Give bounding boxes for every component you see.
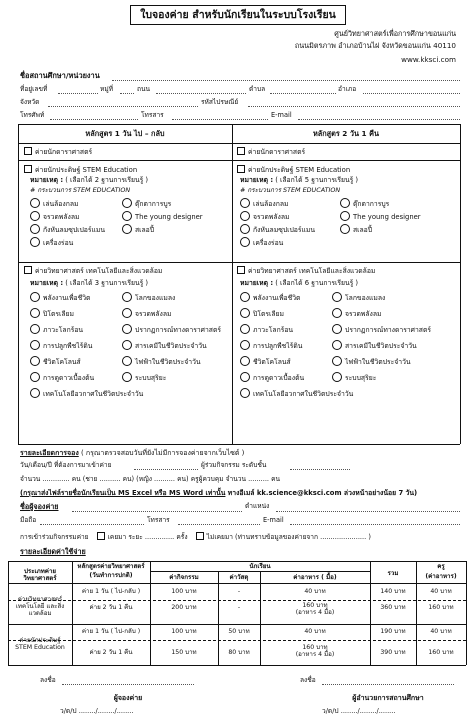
contact-fax-label: โทรสาร bbox=[147, 516, 170, 524]
course2-sci-opt-10[interactable]: ไฟฟ้าในชีวิตประจำวัน bbox=[332, 356, 411, 366]
position-field[interactable] bbox=[276, 511, 460, 512]
fee-row-3-course: ค่าย 1 วัน ( ไป-กลับ ) bbox=[81, 628, 141, 635]
course1-sci-opt-7[interactable]: การปลูกพืชไร้ดิน bbox=[30, 340, 92, 350]
form-title: ใบจองค่าย สำหรับนักเรียนในระบบโรงเรียน bbox=[130, 5, 346, 25]
booking-level-label: ผู้ร่วมกิจกรรม ระดับชั้น bbox=[201, 461, 267, 469]
course2-sci-opt-6[interactable]: ปรากฏการณ์ทางดาราศาสตร์ bbox=[332, 324, 431, 334]
radio-icon[interactable] bbox=[332, 324, 342, 334]
booking-count-row: จำนวน ............. คน (ชาย .......... คน) (หญิง .......... คน) ครูผู้ควบคุม จำนวน .......... คน bbox=[20, 475, 281, 483]
course1-sci-opt-6[interactable]: ปรากฏการณ์ทางดาราศาสตร์ bbox=[122, 324, 221, 334]
booking-date-field[interactable] bbox=[134, 469, 198, 470]
mobile-field[interactable] bbox=[40, 524, 144, 525]
course2-sci-opt-13[interactable]: เทคโนโลยีอวกาศในชีวิตประจำวัน bbox=[240, 388, 353, 398]
fee-row-3-total: 190 บาท bbox=[380, 628, 406, 635]
fee-row-3-food: 40 บาท bbox=[304, 628, 326, 635]
fee-row-2-total: 360 บาท bbox=[380, 604, 406, 611]
moo-field[interactable] bbox=[120, 93, 134, 94]
fee-row-2-material: - bbox=[237, 604, 241, 611]
radio-icon[interactable] bbox=[332, 308, 342, 318]
course2-sci-opt-8[interactable]: สารเคมีในชีวิตประจำวัน bbox=[332, 340, 417, 350]
course2-sci-opt-12[interactable]: ระบบสุริยะ bbox=[332, 372, 376, 382]
course1-sci-option[interactable]: ค่ายวิทยาศาสตร์ เทคโนโลยีและสิ่งแวดล้อม bbox=[24, 266, 162, 275]
email-label: E-mail bbox=[271, 111, 292, 119]
fees-heading: รายละเอียดค่าใช้จ่าย bbox=[20, 547, 86, 556]
fee-row-3-material: 50 บาท bbox=[228, 628, 250, 635]
radio-icon[interactable] bbox=[122, 308, 132, 318]
course1-stem-opt-7[interactable]: เครื่องร่อน bbox=[30, 237, 73, 247]
province-label: จังหวัด bbox=[20, 98, 40, 106]
sign-right-role: ผู้อำนวยการสถานศึกษา bbox=[352, 694, 424, 702]
course1-stem-opt-6[interactable]: สเลอปี้ bbox=[122, 224, 154, 234]
radio-icon[interactable] bbox=[240, 340, 250, 350]
course2-stem-process: # กระบวนการ STEM EDUCATION bbox=[240, 186, 341, 194]
fee-row-2-course: ค่าย 2 วัน 1 คืน bbox=[89, 604, 133, 611]
checkbox-icon[interactable] bbox=[237, 266, 245, 274]
phone-label: โทรศัพท์ bbox=[20, 111, 45, 119]
org-website: www.kksci.com bbox=[401, 55, 456, 64]
course2-stem-opt-2[interactable]: ตุ๊กตาการบูร bbox=[340, 198, 389, 208]
course2-stem-note: หมายเหตุ : ( เลือกได้ 5 ฐานการเรียนรู้ ) bbox=[240, 176, 359, 184]
radio-icon[interactable] bbox=[30, 356, 40, 366]
moo-label: หมู่ที่ bbox=[100, 85, 114, 93]
course2-sci-opt-3[interactable]: ปิโตรเลียม bbox=[240, 308, 284, 318]
radio-icon[interactable] bbox=[332, 356, 342, 366]
sign-right-date: ว/ด/ป ......../......../........ bbox=[322, 707, 396, 715]
postal-field[interactable] bbox=[248, 106, 460, 107]
course1-stem-opt-4[interactable]: The young designer bbox=[122, 211, 203, 221]
radio-icon[interactable] bbox=[332, 340, 342, 350]
road-field[interactable] bbox=[156, 93, 246, 94]
fax-label: โทรสาร bbox=[141, 111, 164, 119]
radio-icon[interactable] bbox=[30, 292, 40, 302]
checkbox-icon[interactable] bbox=[24, 266, 32, 274]
radio-icon[interactable] bbox=[122, 372, 132, 382]
course2-stem-opt-4[interactable]: The young designer bbox=[340, 211, 421, 221]
radio-icon[interactable] bbox=[240, 211, 250, 221]
checkbox-icon[interactable] bbox=[237, 165, 245, 173]
course1-sci-opt-5[interactable]: ภาวะโลกร้อน bbox=[30, 324, 83, 334]
fee-row-4-material: 80 บาท bbox=[228, 649, 250, 656]
course2-stem-opt-3[interactable]: จรวดพลังลม bbox=[240, 211, 289, 221]
fee-header-teacher-note: (ค่าอาหาร) bbox=[425, 573, 457, 580]
contact-email-label: E-mail bbox=[263, 516, 284, 524]
radio-icon[interactable] bbox=[30, 388, 40, 398]
course1-sci-opt-1[interactable]: พลังงานเพื่อชีวิต bbox=[30, 292, 90, 302]
fee-row-1-material: - bbox=[237, 588, 241, 595]
phone-field[interactable] bbox=[50, 119, 138, 120]
fee-type-stem: ค่ายนักประดิษฐ์ STEM Education bbox=[15, 637, 65, 652]
course2-stem-option[interactable]: ค่ายนักประดิษฐ์ STEM Education bbox=[237, 165, 350, 174]
history-no-checkbox-icon[interactable] bbox=[196, 532, 204, 540]
course1-sci-opt-3[interactable]: ปิโตรเลียม bbox=[30, 308, 74, 318]
course1-sci-opt-4[interactable]: จรวดพลังลม bbox=[122, 308, 171, 318]
history-yes-checkbox-icon[interactable] bbox=[97, 532, 105, 540]
radio-icon[interactable] bbox=[30, 324, 40, 334]
fee-row-2-food: 160 บาท (อาหาร 4 มื้อ) bbox=[295, 602, 335, 617]
amphoe-label: อำเภอ bbox=[338, 85, 357, 93]
course1-sci-opt-13[interactable]: เทคโนโลยีอวกาศในชีวิตประจำวัน bbox=[30, 388, 143, 398]
road-label: ถนน bbox=[137, 85, 151, 93]
radio-icon[interactable] bbox=[240, 237, 250, 247]
radio-icon[interactable] bbox=[332, 292, 342, 302]
contact-name-field[interactable] bbox=[72, 511, 242, 512]
position-label: ตำแหน่ง bbox=[245, 502, 270, 510]
course1-sci-opt-9[interactable]: ชีวิตโคโลนส์ bbox=[30, 356, 81, 366]
fee-row-4-course: ค่าย 2 วัน 1 คืน bbox=[89, 649, 133, 656]
fee-row-3-teacher: 40 บาท bbox=[430, 628, 452, 635]
course2-sci-opt-1[interactable]: พลังงานเพื่อชีวิต bbox=[240, 292, 300, 302]
school-name-field[interactable] bbox=[112, 80, 460, 81]
radio-icon[interactable] bbox=[30, 198, 40, 208]
contact-heading: ชื่อผู้จองค่าย bbox=[20, 502, 59, 511]
radio-icon[interactable] bbox=[122, 356, 132, 366]
mobile-label: มือถือ bbox=[20, 516, 37, 524]
radio-icon[interactable] bbox=[30, 211, 40, 221]
radio-icon[interactable] bbox=[122, 198, 132, 208]
fee-header-student: นักเรียน bbox=[249, 563, 271, 570]
contact-email-field[interactable] bbox=[290, 524, 460, 525]
radio-icon[interactable] bbox=[122, 224, 132, 234]
fee-header-food: ค่าอาหาร ( มื้อ) bbox=[293, 574, 337, 581]
province-field[interactable] bbox=[48, 106, 198, 107]
fee-row-2-teacher: 160 บาท bbox=[428, 604, 454, 611]
fee-row-1-course: ค่าย 1 วัน ( ไป-กลับ ) bbox=[81, 588, 141, 595]
sign-left-date: ว/ด/ป ......../......../........ bbox=[60, 707, 134, 715]
checkbox-icon[interactable] bbox=[24, 165, 32, 173]
radio-icon[interactable] bbox=[122, 211, 132, 221]
course1-sci-opt-8[interactable]: สารเคมีในชีวิตประจำวัน bbox=[122, 340, 207, 350]
fee-row-1-total: 140 บาท bbox=[380, 588, 406, 595]
course-1day-header: หลักสูตร 1 วัน ไป – กลับ bbox=[85, 129, 165, 138]
addr-no-label: ที่อยู่เลขที่ bbox=[20, 85, 48, 93]
send-file-note: (กรุณาส่งไฟล์รายชื่อนักเรียนเป็น MS Excel หรือ MS Word เท่านั้น ทางอีเมล์ kk.science@kksci.com ล่วงหน้าอย่างน้อย 7 วัน) bbox=[20, 489, 418, 497]
course2-stem-opt-5[interactable]: กังหันลมซุปเปอร์แมน bbox=[240, 224, 315, 234]
fee-row-1-teacher: 40 บาท bbox=[430, 588, 452, 595]
booking-heading: รายละเอียดการจอง ( กรุณาตรวจสอบวันที่ยังไม่มีการจองค่ายจากเว็บไซต์ ) bbox=[20, 449, 245, 457]
radio-icon[interactable] bbox=[30, 340, 40, 350]
amphoe-field[interactable] bbox=[363, 93, 460, 94]
fee-row-4-teacher: 160 บาท bbox=[428, 649, 454, 656]
fee-row-4-food: 160 บาท (อาหาร 4 มื้อ) bbox=[295, 644, 335, 659]
radio-icon[interactable] bbox=[30, 224, 40, 234]
email-field[interactable] bbox=[298, 119, 460, 120]
radio-icon[interactable] bbox=[240, 372, 250, 382]
course2-sci-note: หมายเหตุ : ( เลือกได้ 6 ฐานการเรียนรู้ ) bbox=[240, 279, 359, 287]
course1-stem-opt-1[interactable]: เล่นล้องกลม bbox=[30, 198, 78, 208]
radio-icon[interactable] bbox=[332, 372, 342, 382]
course1-sci-opt-2[interactable]: โลกของแมลง bbox=[122, 292, 175, 302]
booking-level-field[interactable] bbox=[290, 469, 350, 470]
course2-stem-opt-7[interactable]: เครื่องร่อน bbox=[240, 237, 283, 247]
radio-icon[interactable] bbox=[240, 292, 250, 302]
radio-icon[interactable] bbox=[240, 308, 250, 318]
fee-type-sci: ค่ายวิทยาศาสตร์ เทคโนโลยี และสิ่งแวดล้อม bbox=[15, 596, 65, 618]
fee-row-3-activity: 100 บาท bbox=[171, 628, 197, 635]
fee-header-teacher: ครู bbox=[437, 563, 445, 570]
sign-left-label: ลงชื่อ bbox=[40, 676, 56, 684]
fee-row-1-food: 40 บาท bbox=[304, 588, 326, 595]
course1-stem-option[interactable]: ค่ายนักประดิษฐ์ STEM Education bbox=[24, 165, 137, 174]
course2-sci-opt-2[interactable]: โลกของแมลง bbox=[332, 292, 385, 302]
booking-date-label: วัน/เดือน/ปี ที่ต้องการมาเข้าค่าย bbox=[20, 461, 112, 469]
fee-row-4-activity: 150 บาท bbox=[171, 649, 197, 656]
course1-stem-opt-3[interactable]: จรวดพลังลม bbox=[30, 211, 79, 221]
radio-icon[interactable] bbox=[122, 340, 132, 350]
course2-sci-opt-9[interactable]: ชีวิตโคโลนส์ bbox=[240, 356, 291, 366]
sign-right-field[interactable] bbox=[322, 684, 454, 685]
course-2day-header: หลักสูตร 2 วัน 1 คืน bbox=[312, 129, 380, 138]
course2-sci-option[interactable]: ค่ายวิทยาศาสตร์ เทคโนโลยีและสิ่งแวดล้อม bbox=[237, 266, 375, 275]
postal-label: รหัสไปรษณีย์ bbox=[201, 98, 239, 106]
course2-astro-option[interactable]: ค่ายนักดาราศาสตร์ bbox=[237, 147, 305, 156]
fee-row-1-activity: 100 บาท bbox=[171, 588, 197, 595]
course1-sci-opt-11[interactable]: การดูดาวเบื้องต้น bbox=[30, 372, 94, 382]
course2-sci-opt-11[interactable]: การดูดาวเบื้องต้น bbox=[240, 372, 304, 382]
radio-icon[interactable] bbox=[340, 198, 350, 208]
tambon-field[interactable] bbox=[270, 93, 336, 94]
sign-left-field[interactable] bbox=[62, 684, 194, 685]
sign-left-role: ผู้จองค่าย bbox=[113, 694, 143, 702]
radio-icon[interactable] bbox=[30, 372, 40, 382]
org-address: ถนนมิตรภาพ อำเภอบ้านไผ่ จังหวัดขอนแก่น 40110 bbox=[294, 41, 456, 50]
radio-icon[interactable] bbox=[30, 308, 40, 318]
radio-icon[interactable] bbox=[240, 356, 250, 366]
checkbox-icon[interactable] bbox=[24, 147, 32, 155]
course2-sci-opt-4[interactable]: จรวดพลังลม bbox=[332, 308, 381, 318]
history-row: การเข้าร่วมกิจกรรมค่าย เคยมา ระยะ .............. ครั้ง ไม่เคยมา (ท่านทราบข้อมูลของค่ายจาก ...................... ) bbox=[20, 533, 371, 541]
course1-stem-opt-2[interactable]: ตุ๊กตาการบูร bbox=[122, 198, 171, 208]
course2-stem-opt-1[interactable]: เล่นล้องกลม bbox=[240, 198, 288, 208]
school-name-label: ชื่อสถานศึกษา/หน่วยงาน bbox=[20, 71, 100, 80]
course1-sci-opt-10[interactable]: ไฟฟ้าในชีวิตประจำวัน bbox=[122, 356, 201, 366]
addr-no-field[interactable] bbox=[58, 93, 98, 94]
course1-stem-process: # กระบวนการ STEM EDUCATION bbox=[30, 186, 131, 194]
tambon-label: ตำบล bbox=[249, 85, 266, 93]
fee-header-activity: ค่ากิจกรรม bbox=[169, 574, 199, 581]
radio-icon[interactable] bbox=[122, 292, 132, 302]
fee-row-4-total: 390 บาท bbox=[380, 649, 406, 656]
fee-header-type: ประเภทค่ายวิทยาศาสตร์ bbox=[23, 568, 57, 583]
radio-icon[interactable] bbox=[30, 237, 40, 247]
radio-icon[interactable] bbox=[240, 388, 250, 398]
contact-fax-field[interactable] bbox=[178, 524, 260, 525]
fax-field[interactable] bbox=[172, 119, 268, 120]
course2-stem-opt-6[interactable]: สเลอปี้ bbox=[340, 224, 372, 234]
radio-icon[interactable] bbox=[240, 324, 250, 334]
checkbox-icon[interactable] bbox=[237, 147, 245, 155]
course1-sci-note: หมายเหตุ : ( เลือกได้ 3 ฐานการเรียนรู้ ) bbox=[30, 279, 149, 287]
radio-icon[interactable] bbox=[122, 324, 132, 334]
course2-sci-opt-5[interactable]: ภาวะโลกร้อน bbox=[240, 324, 293, 334]
fee-header-material: ค่าวัสดุ bbox=[229, 574, 249, 581]
fee-header-total: รวม bbox=[387, 570, 399, 577]
sign-right-label: ลงชื่อ bbox=[300, 676, 316, 684]
radio-icon[interactable] bbox=[340, 224, 350, 234]
radio-icon[interactable] bbox=[240, 224, 250, 234]
course1-sci-opt-12[interactable]: ระบบสุริยะ bbox=[122, 372, 166, 382]
fee-header-course-note: (วันทำการปกติ) bbox=[89, 572, 133, 579]
radio-icon[interactable] bbox=[240, 198, 250, 208]
course2-sci-opt-7[interactable]: การปลูกพืชไร้ดิน bbox=[240, 340, 302, 350]
fee-row-2-activity: 200 บาท bbox=[171, 604, 197, 611]
org-name: ศูนย์วิทยาศาสตร์เพื่อการศึกษาขอนแก่น bbox=[334, 29, 456, 38]
fee-header-course: หลักสูตรค่ายวิทยาศาสตร์ bbox=[77, 563, 145, 570]
radio-icon[interactable] bbox=[340, 211, 350, 221]
course1-astro-option[interactable]: ค่ายนักดาราศาสตร์ bbox=[24, 147, 92, 156]
course1-stem-note: หมายเหตุ : ( เลือกได้ 2 ฐานการเรียนรู้ ) bbox=[30, 176, 149, 184]
course1-stem-opt-5[interactable]: กังหันลมซุปเปอร์แมน bbox=[30, 224, 105, 234]
